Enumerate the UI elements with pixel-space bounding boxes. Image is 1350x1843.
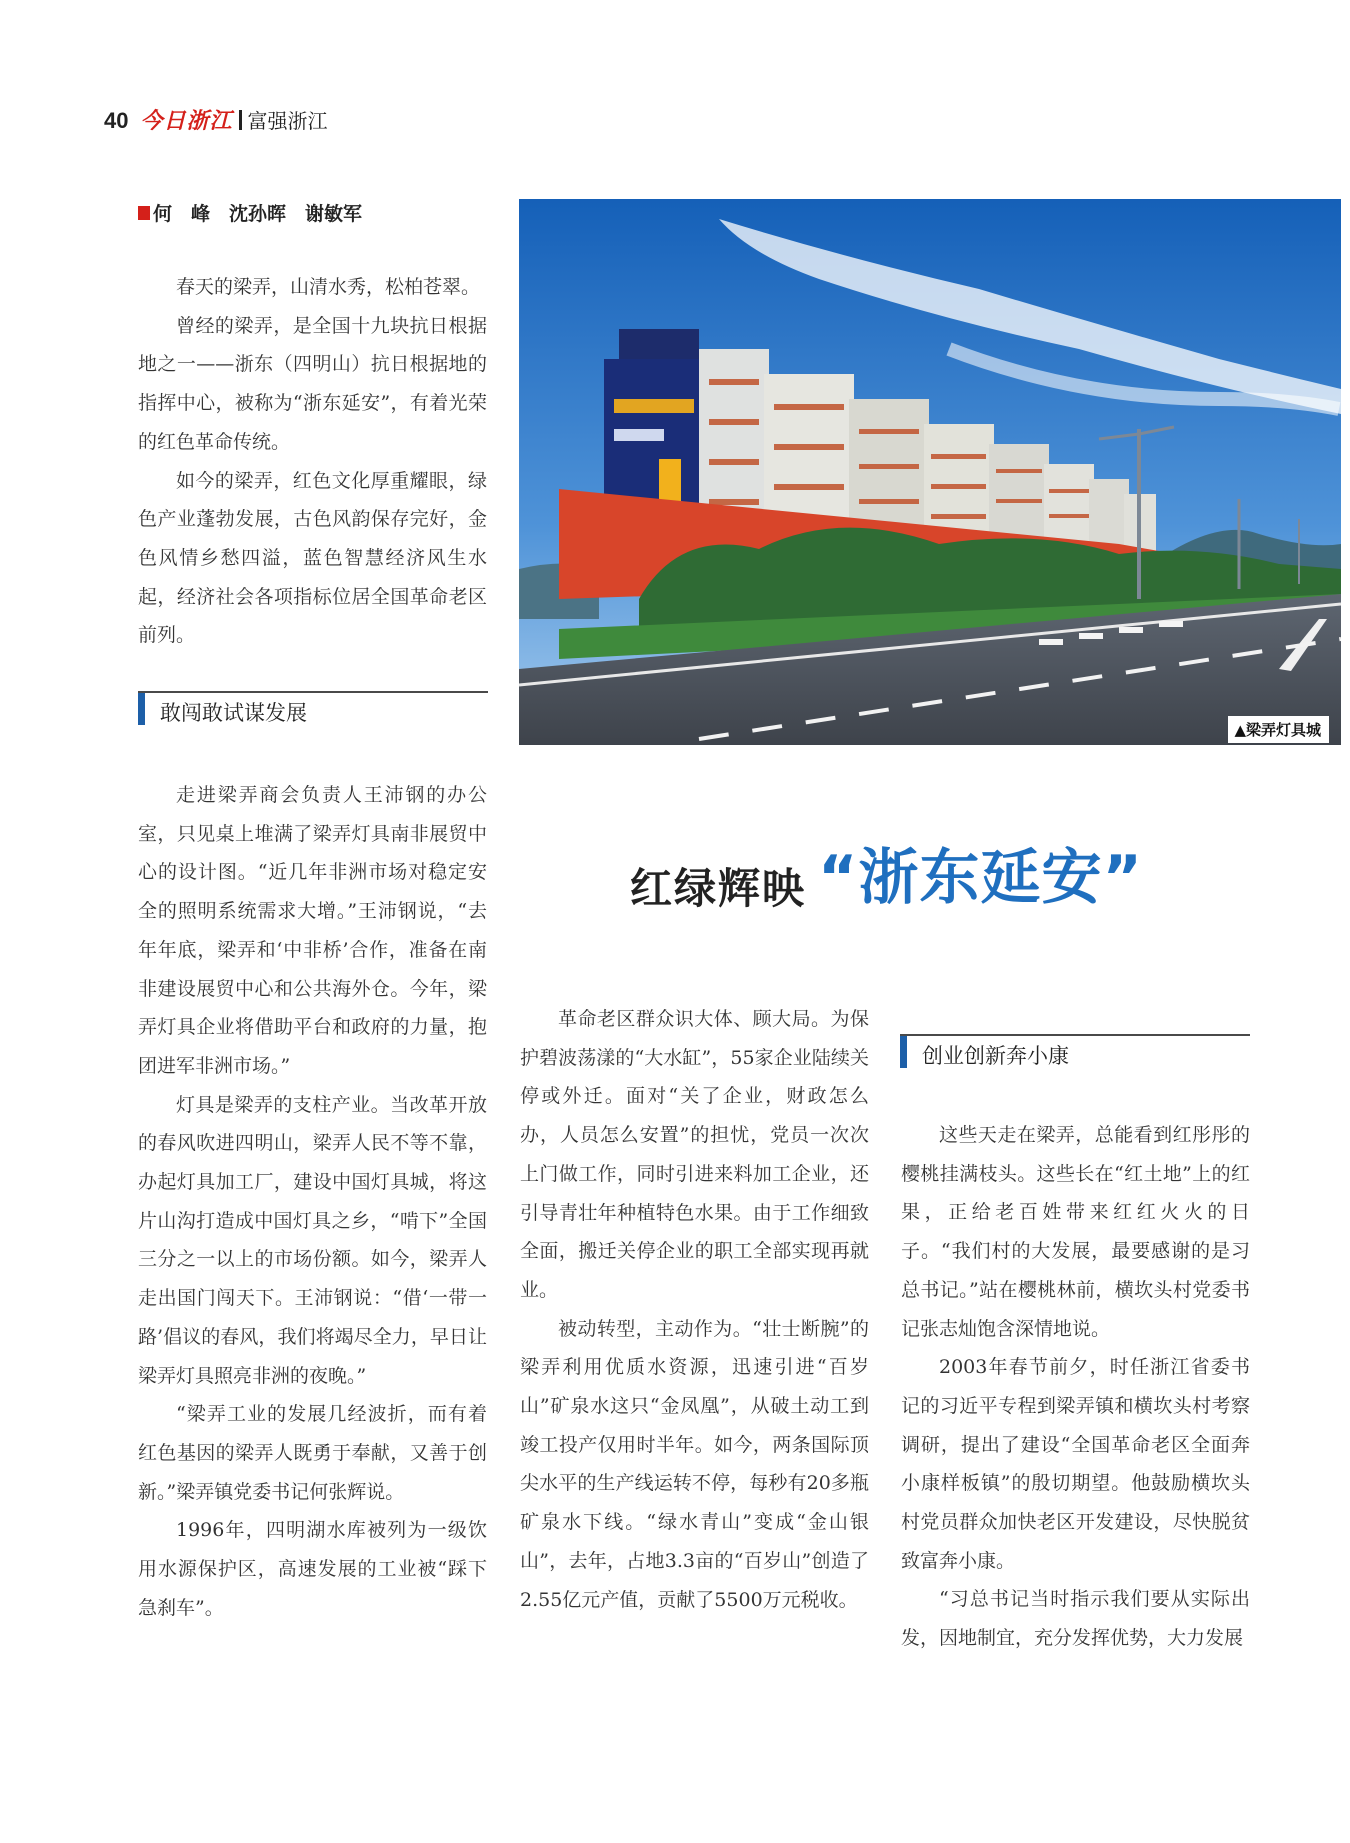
page-header bbox=[104, 104, 328, 134]
subheading-bar bbox=[900, 1036, 907, 1068]
byline bbox=[138, 199, 362, 226]
header-divider bbox=[239, 110, 242, 130]
subheading-text: 敢闯敢试谋发展 bbox=[160, 701, 307, 725]
title-part-2: “浙东延安” bbox=[818, 843, 1143, 913]
column-2-text bbox=[520, 1000, 869, 1619]
section1-text bbox=[138, 776, 487, 1627]
intro-text bbox=[138, 268, 487, 655]
paragraph: 曾经的梁弄，是全国十九块抗日根据地之一——浙东（四明山）抗日根据地的指挥中心，被称为“浙东延安”，有着光荣的红色革命传统。 bbox=[138, 314, 487, 453]
paragraph: 走进梁弄商会负责人王沛钢的办公室，只见桌上堆满了梁弄灯具南非展贸中心的设计图。“近几年非洲市场对稳定安全的照明系统需求大增。”王沛钢说，“去年年底，梁弄和‘中非桥’合作，准备在南非建设展贸中心和公共海外仓。今年，梁弄灯具企业将借助平台和政府的力量，抱团进军非洲市场。” bbox=[138, 784, 487, 1077]
byline-authors: 何 峰 沈孙晖 谢敏军 bbox=[153, 203, 363, 225]
title-part-1: 红绿辉映 bbox=[630, 864, 807, 913]
paragraph: 1996年，四明湖水库被列为一级饮用水源保护区，高速发展的工业被“踩下急刹车”。 bbox=[138, 1519, 487, 1619]
paragraph: 如今的梁弄，红色文化厚重耀眼，绿色产业蓬勃发展，古色风韵保存完好，金色风情乡愁四溢，蓝色智慧经济风生水起，经济社会各项指标位居全国革命老区前列。 bbox=[138, 469, 487, 647]
subheading-1 bbox=[138, 691, 488, 725]
photo-caption: ▲梁弄灯具城 bbox=[1228, 716, 1329, 743]
paragraph: “习总书记当时指示我们要从实际出发，因地制宜，充分发挥优势，大力发展 bbox=[901, 1588, 1250, 1650]
section2-text bbox=[901, 1116, 1250, 1658]
street-photo bbox=[519, 199, 1341, 745]
subheading-text: 创业创新奔小康 bbox=[922, 1044, 1069, 1068]
page-number: 40 bbox=[104, 108, 129, 133]
paragraph: 2003年春节前夕，时任浙江省委书记的习近平专程到梁弄镇和横坎头村考察调研，提出了建设“全国革命老区全面奔小康样板镇”的殷切期望。他鼓励横坎头村党员群众加快老区开发建设，尽快脱贫致富奔小康。 bbox=[901, 1356, 1250, 1572]
paragraph: “梁弄工业的发展几经波折，而有着红色基因的梁弄人既勇于奉献，又善于创新。”梁弄镇党委书记何张辉说。 bbox=[138, 1403, 487, 1503]
subheading-2 bbox=[900, 1034, 1250, 1068]
subheading-bar bbox=[138, 693, 145, 725]
section-name: 富强浙江 bbox=[247, 109, 328, 133]
paragraph: 春天的梁弄，山清水秀，松柏苍翠。 bbox=[176, 276, 481, 298]
paragraph: 被动转型，主动作为。“壮士断腕”的梁弄利用优质水资源，迅速引进“百岁山”矿泉水这只“金凤凰”，从破土动工到竣工投产仅用时半年。如今，两条国际顶尖水平的生产线运转不停，每秒有20多瓶矿泉水下线。“绿水青山”变成“金山银山”，去年，占地3.3亩的“百岁山”创造了2.55亿元产值，贡献了5500万元税收。 bbox=[520, 1317, 869, 1611]
paragraph: 革命老区群众识大体、顾大局。为保护碧波荡漾的“大水缸”，55家企业陆续关停或外迁。面对“关了企业，财政怎么办，人员怎么安置”的担忧，党员一次次上门做工作，同时引进来料加工企业，还引导青壮年种植特色水果。由于工作细致全面，搬迁关停企业的职工全部实现再就业。 bbox=[520, 1008, 869, 1301]
photo-illustration bbox=[519, 199, 1341, 745]
paragraph: 这些天走在梁弄，总能看到红彤彤的樱桃挂满枝头。这些长在“红土地”上的红果，正给老百姓带来红红火火的日子。“我们村的大发展，最要感谢的是习总书记。”站在樱桃林前，横坎头村党委书记张志灿饱含深情地说。 bbox=[901, 1124, 1250, 1340]
article-title bbox=[630, 830, 1143, 916]
paragraph: 灯具是梁弄的支柱产业。当改革开放的春风吹进四明山，梁弄人民不等不靠，办起灯具加工厂，建设中国灯具城，将这片山沟打造成中国灯具之乡，“啃下”全国三分之一以上的市场份额。如今，梁弄人走出国门闯天下。王沛钢说：“借‘一带一路’倡议的春风，我们将竭尽全力，早日让梁弄灯具照亮非洲的夜晚。” bbox=[138, 1093, 487, 1387]
magazine-logo: 今日浙江 bbox=[140, 108, 233, 134]
byline-square-icon bbox=[138, 206, 150, 220]
